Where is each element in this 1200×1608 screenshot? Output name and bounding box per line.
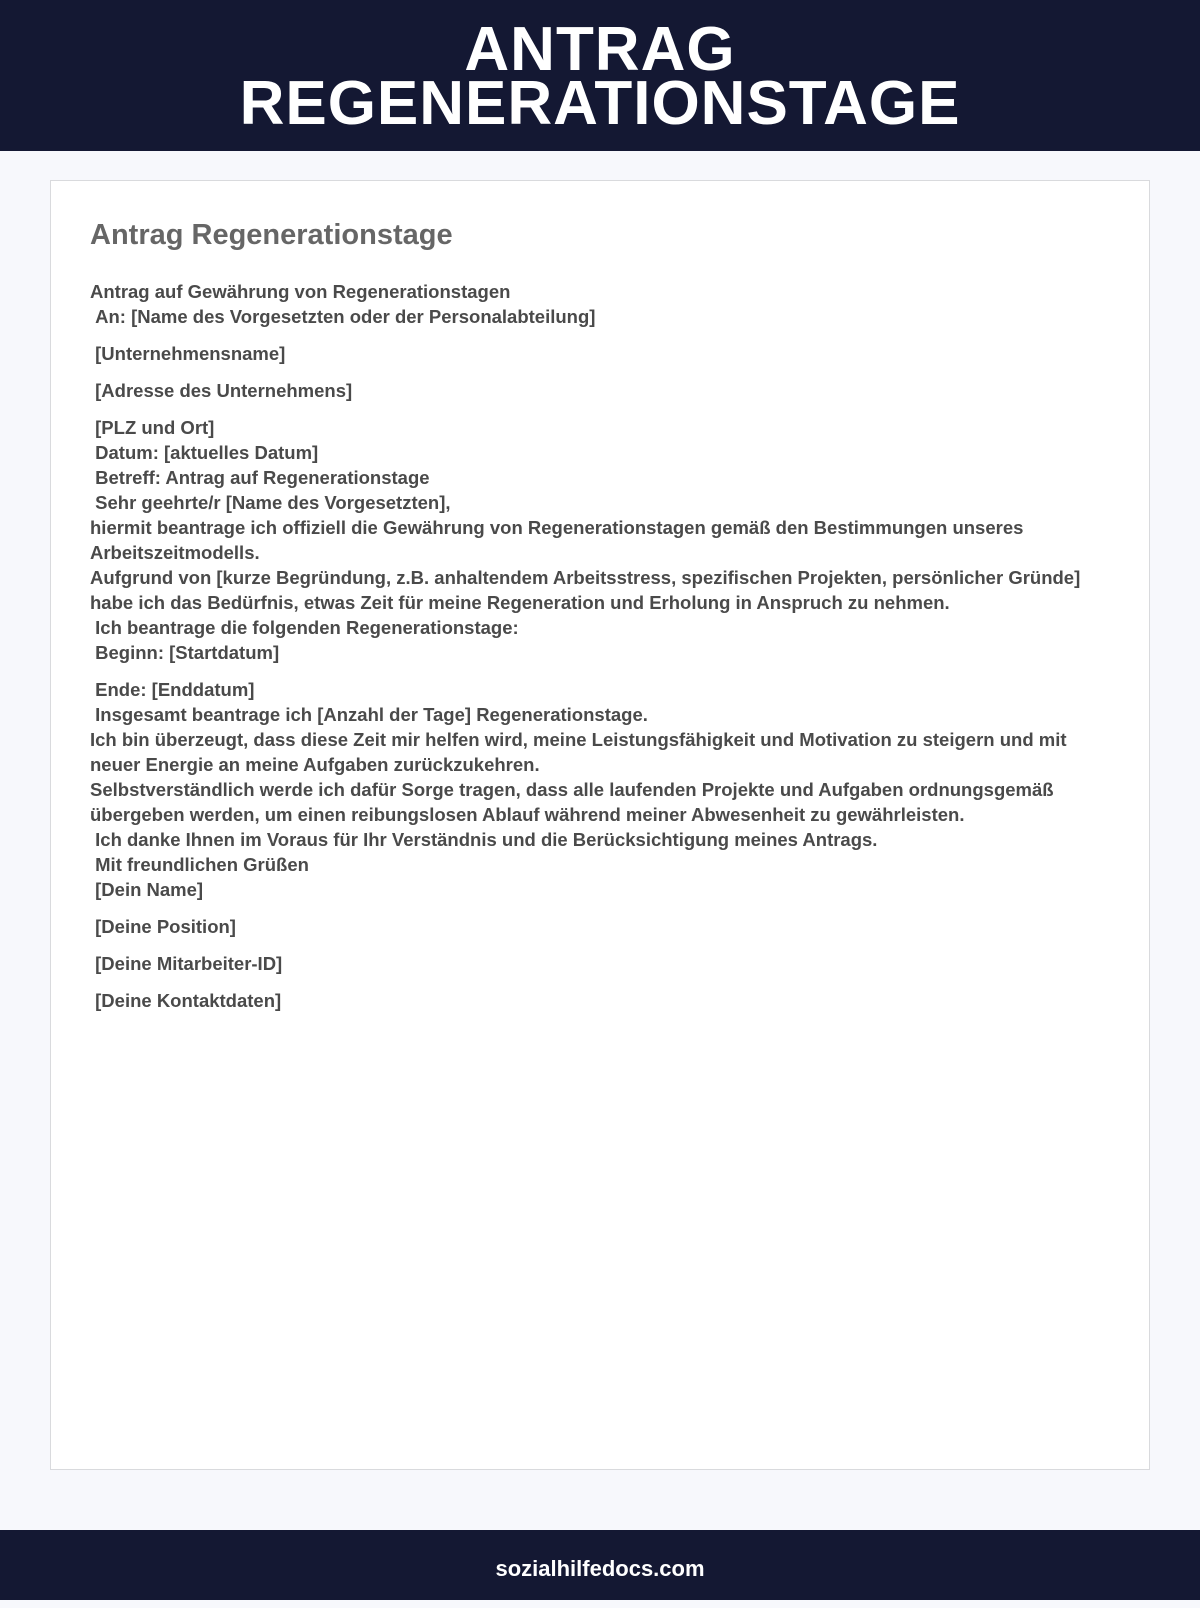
body-line: An: [Name des Vorgesetzten oder der Personalabteilung]: [90, 306, 596, 327]
body-line: Ich danke Ihnen im Voraus für Ihr Verständnis und die Berücksichtigung meines Antrags.: [90, 829, 878, 850]
body-line: Selbstverständlich werde ich dafür Sorge tragen, dass alle laufenden Projekte und Aufgaben ordnungsgemäß übergeben werden, um einen reibungslosen Ablauf während meiner Abwesenheit zu gewährleisten.: [90, 779, 1059, 825]
body-line: Sehr geehrte/r [Name des Vorgesetzten],: [90, 492, 451, 513]
body-line: [Deine Kontaktdaten]: [90, 990, 282, 1011]
page-title-line-2: REGENERATIONSTAGE: [239, 69, 961, 138]
footer-site-name: sozialhilfedocs.com: [495, 1556, 705, 1581]
page-title: [0, 0, 1200, 138]
body-line: [Dein Name]: [90, 879, 204, 900]
body-line: [PLZ und Ort]: [90, 417, 215, 438]
body-line: [Unternehmensname]: [90, 343, 286, 364]
body-line: Betreff: Antrag auf Regenerationstage: [90, 467, 430, 488]
document-card: [50, 180, 1150, 1470]
body-line: [Deine Mitarbeiter-ID]: [90, 953, 283, 974]
body-line: Aufgrund von [kurze Begründung, z.B. anhaltendem Arbeitsstress, spezifischen Projekten, persönlicher Gründe] habe ich das Bedürfnis, etwas Zeit für meine Regeneration und Erholung in Anspruch zu nehmen.: [90, 567, 1086, 613]
body-line: Ich beantrage die folgenden Regenerationstage:: [90, 617, 519, 638]
footer-bar: [0, 1530, 1200, 1600]
body-line: Datum: [aktuelles Datum]: [90, 442, 319, 463]
page-title-line-1: ANTRAG: [464, 15, 736, 84]
body-line: Antrag auf Gewährung von Regenerationstagen: [90, 281, 511, 302]
body-line: Ende: [Enddatum]: [90, 679, 255, 700]
header-banner: [0, 0, 1200, 151]
body-line: Insgesamt beantrage ich [Anzahl der Tage] Regenerationstage.: [90, 704, 648, 725]
body-line: [Adresse des Unternehmens]: [90, 380, 353, 401]
body-line: Beginn: [Startdatum]: [90, 642, 280, 663]
document-title: Antrag Regenerationstage: [90, 219, 453, 251]
body-line: Ich bin überzeugt, dass diese Zeit mir helfen wird, meine Leistungsfähigkeit und Motivation zu steigern und mit neuer Energie an meine Aufgaben zurückzukehren.: [90, 729, 1072, 775]
body-line: [Deine Position]: [90, 916, 236, 937]
body-line: hiermit beantrage ich offiziell die Gewährung von Regenerationstagen gemäß den Bestimmungen unseres Arbeitszeitmodells.: [90, 517, 1028, 563]
body-line: Mit freundlichen Grüßen: [90, 854, 309, 875]
document-body: [90, 279, 1110, 1013]
